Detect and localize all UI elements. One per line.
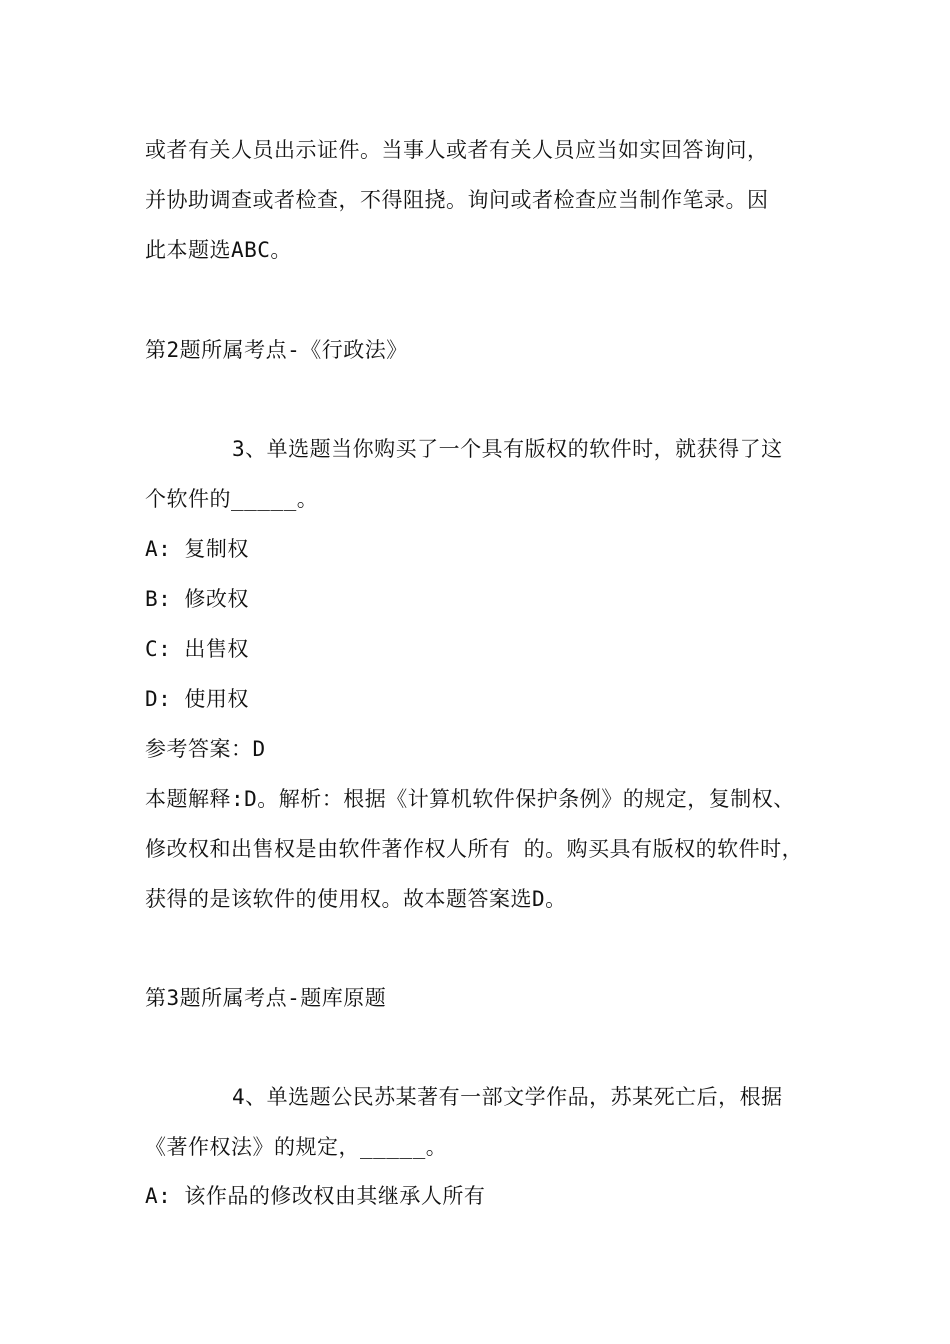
q3-stem-line-2: 个软件的_____。 (145, 487, 319, 511)
q3-option-c: C: 出售权 (145, 637, 249, 661)
q3-option-a: A: 复制权 (145, 537, 249, 561)
q2-topic: 第2题所属考点-《行政法》 (145, 338, 408, 362)
q3-explanation-line-3: 获得的是该软件的使用权。故本题答案选D。 (145, 887, 567, 911)
q3-topic: 第3题所属考点-题库原题 (145, 986, 387, 1010)
q3-explanation-line-1: 本题解释:D。解析：根据《计算机软件保护条例》的规定，复制权、 (145, 787, 795, 811)
q4-option-a: A: 该作品的修改权由其继承人所有 (145, 1184, 486, 1208)
q3-explanation-line-2: 修改权和出售权是由软件著作权人所有 的。购买具有版权的软件时， (145, 837, 804, 861)
prev-explanation-line-2: 并协助调查或者检查，不得阻挠。询问或者检查应当制作笔录。因 (145, 188, 769, 212)
q4-stem-line-2: 《著作权法》的规定，_____。 (145, 1135, 448, 1159)
q3-option-b: B: 修改权 (145, 587, 249, 611)
prev-explanation-line-1: 或者有关人员出示证件。当事人或者有关人员应当如实回答询问， (145, 138, 769, 162)
q3-stem-line-1: 3、单选题当你购买了一个具有版权的软件时，就获得了这 (232, 437, 783, 461)
q3-answer: 参考答案：D (145, 737, 266, 761)
q4-stem-line-1: 4、单选题公民苏某著有一部文学作品，苏某死亡后，根据 (232, 1085, 783, 1109)
q3-option-d: D: 使用权 (145, 687, 249, 711)
prev-explanation-line-3: 此本题选ABC。 (145, 238, 292, 262)
